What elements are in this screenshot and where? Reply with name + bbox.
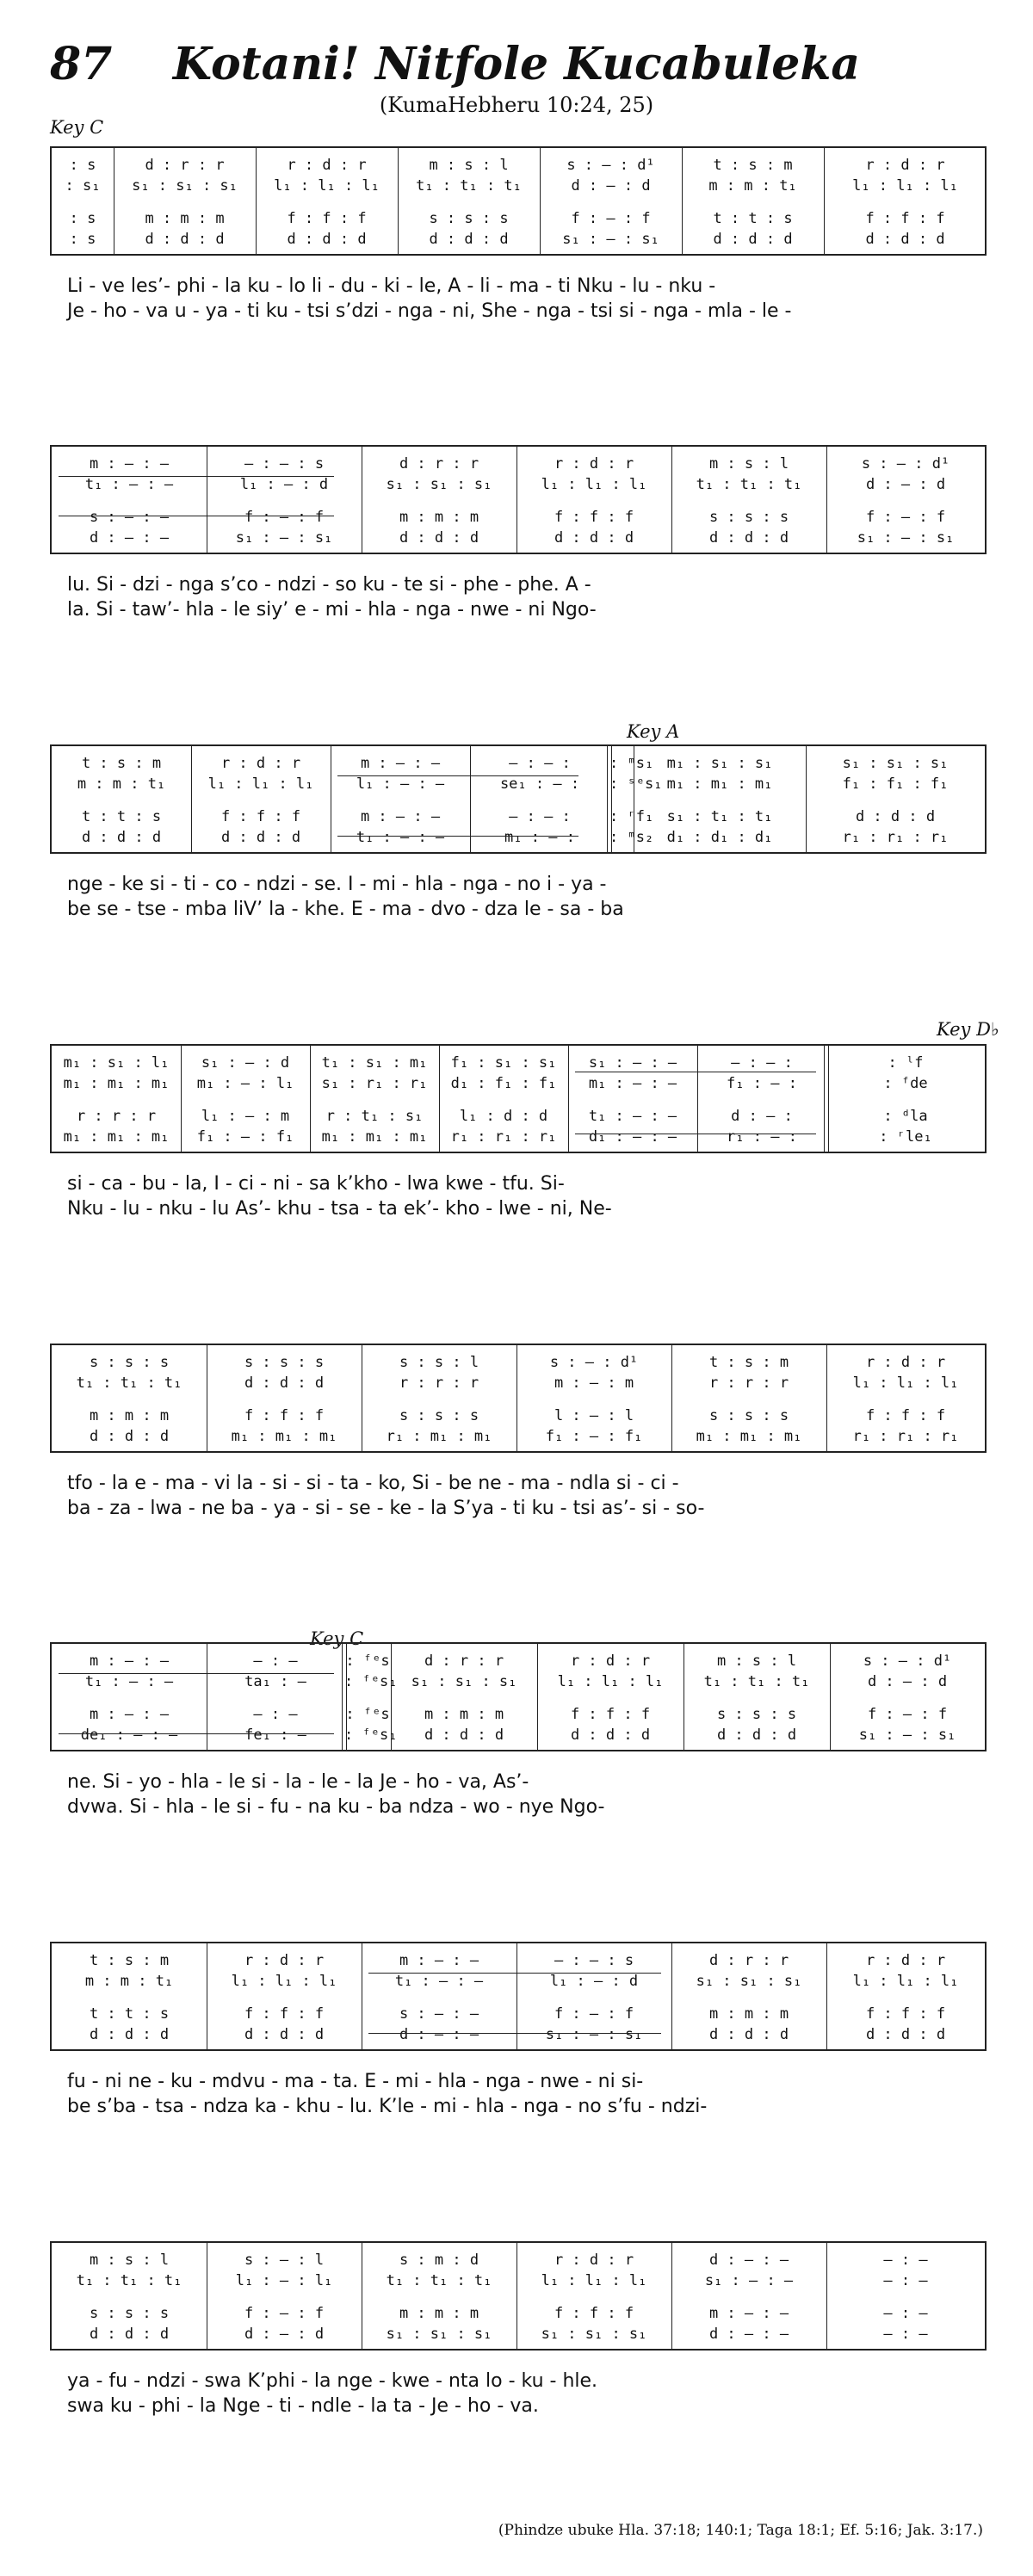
measure-notes: t : s : m (713, 157, 793, 174)
measure-notes: m₁ : s₁ : l₁ (63, 1054, 170, 1072)
measure-notes: t₁ : t₁ : t₁ (696, 476, 802, 493)
measure-notes: s₁ : s₁ : s₁ (411, 1673, 517, 1690)
measure-notes: f₁ : s₁ : s₁ (450, 1054, 557, 1072)
measure-notes: r : d : r (287, 157, 367, 174)
measure-notes: f₁ : f₁ : f₁ (842, 775, 949, 793)
measure-notes: d : d : d (89, 2026, 170, 2043)
measure-notes: m : m : m (399, 509, 479, 526)
measure-notes: d : d : d (81, 829, 162, 846)
measure-notes: f : f : f (865, 2005, 946, 2023)
measure-notes: r : d : r (244, 1952, 325, 1969)
measure-notes: m : — : — (89, 455, 170, 473)
measure-notes: — : — : (731, 1054, 793, 1072)
measure-notes: l : — : l (554, 1407, 634, 1424)
measure-notes: d : d : d (429, 231, 509, 248)
lyric-line: be se - tse - mba liV’ la - khe. E - ma - dvo - dza le - sa - ba (67, 899, 624, 920)
measure-notes: s₁ : s₁ : s₁ (842, 755, 949, 772)
scripture-references: (Phindze ubuke Hla. 37:18; 140:1; Taga 18:1; Ef. 5:16; Jak. 3:17.) (498, 2522, 983, 2539)
measure-notes: d : r : r (145, 157, 225, 174)
measure-notes: : ˡf (888, 1054, 924, 1072)
voice-row (52, 1127, 985, 1147)
measure-notes: t : s : m (89, 1952, 170, 1969)
measure-notes: s : s : s (708, 509, 789, 526)
measure-notes: r₁ : r₁ : r₁ (450, 1128, 557, 1146)
measure-notes: f : — : f (554, 2005, 634, 2023)
lyric-line: ba - za - lwa - ne ba - ya - si - se - ke - la S’ya - ti ku - tsi as’- si - so- (67, 1498, 705, 1519)
measure-notes: d₁ : f₁ : f₁ (450, 1075, 557, 1092)
song-number: 87 (50, 38, 113, 90)
measure-notes: — : — (883, 2272, 928, 2289)
measure-notes: r : d : r (570, 1652, 651, 1670)
measure-notes: f : f : f (244, 2005, 325, 2023)
measure-notes: s₁ : — : s₁ (235, 529, 333, 547)
measure-notes: l₁ : l₁ : l₁ (231, 1973, 337, 1990)
measure-notes: — : — : (509, 755, 571, 772)
measure-notes: s₁ : r₁ : r₁ (321, 1075, 428, 1092)
measure-notes: f : f : f (865, 1407, 946, 1424)
measure-notes: m₁ : — : — (588, 1075, 677, 1092)
measure-notes: m : — : — (360, 808, 441, 825)
measure-notes: s₁ : — : — (588, 1054, 677, 1072)
lyric-line: swa ku - phi - la Nge - ti - ndle - la ta - Je - ho - va. (67, 2395, 539, 2417)
lyric-line: si - ca - bu - la, I - ci - ni - sa k’kho - lwa kwe - tfu. Si- (67, 1173, 565, 1195)
voice-row (52, 528, 985, 548)
measure-notes: s : — : — (399, 2005, 479, 2023)
measure-notes: r₁ : m₁ : m₁ (386, 1428, 492, 1445)
measure-notes: s : s : s (708, 1407, 789, 1424)
measure-notes: m₁ : m₁ : m₁ (63, 1128, 170, 1146)
tie-line (337, 775, 578, 776)
measure-notes: d : d : d (865, 231, 945, 248)
measure-notes: s : — : d¹ (566, 157, 655, 174)
measure-notes: s : s : s (244, 1354, 325, 1371)
voice-row (52, 2250, 985, 2270)
lyric-line: nge - ke si - ti - co - ndzi - se. I - mi - hla - nga - no i - ya - (67, 874, 607, 895)
measure-notes: d : — : — (708, 2252, 789, 2269)
measure-notes: s : — : — (89, 509, 170, 526)
measure-notes: t₁ : t₁ : t₁ (76, 1374, 182, 1392)
measure-notes: r₁ : r₁ : r₁ (842, 829, 949, 846)
measure-notes: d : d : d (145, 231, 225, 248)
measure-notes: s : s : s (89, 2305, 170, 2322)
measure-notes: f₁ : — : f₁ (196, 1128, 294, 1146)
measure-notes: s₁ : s₁ : s₁ (132, 177, 238, 195)
measure-notes: l₁ : — : — (356, 775, 445, 793)
measure-notes: d : — : — (399, 2026, 479, 2043)
measure-notes: m : s : l (429, 157, 509, 174)
measure-notes: d : — : d (865, 476, 946, 493)
measure-notes: f : f : f (554, 2305, 634, 2322)
measure-notes: d : d : d (570, 1727, 651, 1744)
measure-notes: ta₁ : — (244, 1673, 306, 1690)
measure-notes: d : d : d (399, 529, 479, 547)
voice-row (52, 1704, 985, 1725)
measure-notes: : ᶠᵉs (345, 1652, 390, 1670)
measure-notes: r : d : r (865, 157, 945, 174)
measure-notes: — : — : (509, 808, 571, 825)
measure-notes: l₁ : l₁ : l₁ (852, 1374, 959, 1392)
voice-row (52, 474, 985, 495)
lyric-line: ne. Si - yo - hla - le si - la - le - la Je - ho - va, As’- (67, 1771, 529, 1793)
measure-notes: m : — : — (89, 1652, 170, 1670)
measure-notes: l₁ : — : d (549, 1973, 639, 1990)
tie-line (368, 2033, 661, 2034)
voice-row (52, 1405, 985, 1426)
measure-notes: r : d : r (220, 755, 301, 772)
key-signature-c-return: Key C (310, 1628, 364, 1649)
measure-notes: m₁ : m₁ : m₁ (666, 775, 773, 793)
voice-row (52, 1651, 985, 1671)
measure-notes: — : — (883, 2252, 928, 2269)
measure-notes: f : f : f (244, 1407, 325, 1424)
measure-notes: d : r : r (399, 455, 479, 473)
measure-notes: m : — : m (554, 1374, 634, 1392)
measure-notes: s₁ : — : — (704, 2272, 794, 2289)
voice-row (52, 454, 985, 474)
measure-notes: t : t : s (713, 210, 793, 227)
measure-notes: r : t₁ : s₁ (325, 1108, 424, 1125)
song-subtitle: (KumaHebheru 10:24, 25) (379, 93, 654, 117)
measure-notes: : ʳle₁ (879, 1128, 932, 1146)
lyric-line: lu. Si - dzi - nga s’co - ndzi - so ku - te si - phe - phe. A - (67, 574, 591, 596)
measure-notes: d : d : d (244, 1374, 325, 1392)
lyric-line: tfo - la e - ma - vi la - si - si - ta - ko, Si - be ne - ma - ndla si - ci - (67, 1473, 679, 1494)
tie-line (337, 836, 578, 837)
measure-notes: d : d : d (713, 231, 793, 248)
measure-notes: t₁ : s₁ : m₁ (321, 1054, 428, 1072)
measure-notes: : s₁ (65, 177, 101, 195)
lyric-line: fu - ni ne - ku - mdvu - ma - ta. E - mi - hla - nga - nwe - ni si- (67, 2071, 644, 2092)
lyric-line: la. Si - taw’- hla - le siy’ e - mi - hla - nga - nwe - ni Ngo- (67, 599, 597, 621)
measure-notes: d : d : d (244, 2026, 325, 2043)
measure-notes: m₁ : m₁ : m₁ (63, 1075, 170, 1092)
measure-notes: r : d : r (554, 455, 634, 473)
voice-row (52, 2024, 985, 2045)
measure-notes: m : s : l (89, 2252, 170, 2269)
voice-row (52, 208, 985, 229)
voice-row (52, 1971, 985, 1992)
measure-notes: — : — (883, 2326, 928, 2343)
measure-notes: f : f : f (865, 210, 945, 227)
measure-notes: d : — : — (708, 2326, 789, 2343)
measure-notes: d : r : r (708, 1952, 789, 1969)
voice-row (52, 229, 985, 250)
measure-notes: l₁ : — : m (201, 1108, 290, 1125)
lyric-line: Nku - lu - nku - lu As’- khu - tsa - ta ek’- kho - lwe - ni, Ne- (67, 1198, 612, 1220)
measure-notes: l₁ : — : d (239, 476, 329, 493)
measure-notes: l₁ : l₁ : l₁ (541, 2272, 647, 2289)
measure-notes: t₁ : t₁ : t₁ (386, 2272, 492, 2289)
measure-notes: r₁ : — : (727, 1128, 797, 1146)
measure-notes: m : m : m (399, 2305, 479, 2322)
staff-system (50, 2241, 987, 2351)
measure-notes: l₁ : l₁ : l₁ (541, 476, 647, 493)
measure-notes: t₁ : — : — (84, 1673, 174, 1690)
measure-notes: m₁ : s₁ : s₁ (666, 755, 773, 772)
voice-row (52, 806, 985, 827)
measure-notes: s : m : d (399, 2252, 479, 2269)
staff-system (50, 1942, 987, 2051)
measure-notes: f : — : f (865, 509, 946, 526)
measure-notes: m₁ : m₁ : m₁ (231, 1428, 337, 1445)
measure-notes: d : — : d (244, 2326, 325, 2343)
measure-notes: — : — (253, 1706, 298, 1723)
measure-notes: m₁ : — : (504, 829, 575, 846)
measure-notes: r : r : r (399, 1374, 479, 1392)
measure-notes: m : — : — (89, 1706, 170, 1723)
measure-notes: r : d : r (865, 1354, 946, 1371)
measure-notes: d : d : d (708, 2026, 789, 2043)
lyric-line: ya - fu - ndzi - swa K’phi - la nge - kwe - nta lo - ku - hle. (67, 2370, 598, 2392)
measure-notes: d : r : r (424, 1652, 504, 1670)
measure-notes: d : d : d (855, 808, 936, 825)
staff-system (50, 146, 987, 256)
measure-notes: s₁ : s₁ : s₁ (386, 476, 492, 493)
tie-line (59, 476, 334, 477)
measure-notes: s : s : s (399, 1407, 479, 1424)
measure-notes: m₁ : m₁ : m₁ (321, 1128, 428, 1146)
measure-notes: s₁ : s₁ : s₁ (386, 2326, 492, 2343)
measure-notes: d : d : d (287, 231, 367, 248)
measure-notes: d : d : d (424, 1727, 504, 1744)
staff-system (50, 744, 987, 854)
measure-notes: d : d : d (708, 529, 789, 547)
measure-notes: f : f : f (220, 808, 301, 825)
measure-notes: f : — : f (571, 210, 651, 227)
measure-notes: : s (69, 157, 96, 174)
measure-notes: m : m : t₁ (77, 775, 166, 793)
measure-notes: se₁ : — : (499, 775, 580, 793)
tie-line (59, 1733, 334, 1734)
measure-notes: — : — (253, 1652, 298, 1670)
measure-notes: m : m : t₁ (708, 177, 797, 195)
measure-notes: — : — (883, 2305, 928, 2322)
measure-notes: t₁ : t₁ : t₁ (703, 1673, 810, 1690)
lyric-line: Li - ve les’- phi - la ku - lo li - du - ki - le, A - li - ma - ti Nku - lu - nku - (67, 275, 716, 297)
voice-row (52, 827, 985, 848)
measure-notes: m : s : l (716, 1652, 797, 1670)
tie-line (59, 1673, 334, 1674)
measure-notes: r : d : r (865, 1952, 946, 1969)
measure-notes: s₁ : — : d (201, 1054, 290, 1072)
measure-notes: m : — : — (399, 1952, 479, 1969)
measure-notes: s : s : s (89, 1354, 170, 1371)
voice-row (52, 1073, 985, 1094)
measure-notes: : ʳf₁ (609, 808, 654, 825)
key-signature-db: Key D♭ (937, 1019, 999, 1040)
measure-notes: t₁ : — : — (588, 1108, 677, 1125)
measure-notes: : ᵐs₂ (609, 829, 654, 846)
measure-notes: : ᶠᵉs (345, 1706, 390, 1723)
voice-row (52, 1352, 985, 1373)
measure-notes: m : s : l (708, 455, 789, 473)
voice-row (52, 753, 985, 774)
measure-notes: m : — : — (360, 755, 441, 772)
measure-notes: d : — : — (89, 529, 170, 547)
measure-notes: f : f : f (287, 210, 367, 227)
measure-notes: m : m : m (708, 2005, 789, 2023)
measure-notes: t₁ : — : — (84, 476, 174, 493)
measure-notes: l₁ : l₁ : l₁ (274, 177, 380, 195)
lyric-line: be s’ba - tsa - ndza ka - khu - lu. K’le - mi - hla - nga - no s’fu - ndzi- (67, 2096, 708, 2117)
tie-line (368, 1973, 661, 1974)
voice-row (52, 2303, 985, 2324)
measure-notes: f : — : f (867, 1706, 948, 1723)
measure-notes: m : — : — (708, 2305, 789, 2322)
staff-system (50, 1344, 987, 1453)
measure-notes: l₁ : — : l₁ (235, 2272, 333, 2289)
measure-notes: : ᶠᵉs₁ (344, 1673, 398, 1690)
measure-notes: f₁ : — : (727, 1075, 797, 1092)
measure-notes: m : m : m (145, 210, 225, 227)
measure-notes: r : d : r (554, 2252, 634, 2269)
measure-notes: s₁ : — : s₁ (545, 2026, 643, 2043)
measure-notes: m : m : m (424, 1706, 504, 1723)
measure-notes: t₁ : — : — (394, 1973, 484, 1990)
measure-notes: d : — : d (867, 1673, 948, 1690)
staff-system (50, 445, 987, 554)
measure-notes: s₁ : — : s₁ (562, 231, 659, 248)
voice-row (52, 774, 985, 794)
measure-notes: : s (69, 210, 96, 227)
measure-notes: f : f : f (554, 509, 634, 526)
measure-notes: s₁ : s₁ : s₁ (541, 2326, 647, 2343)
measure-notes: d : d : d (865, 2026, 946, 2043)
measure-notes: r : r : r (76, 1108, 157, 1125)
measure-notes: t₁ : t₁ : t₁ (416, 177, 522, 195)
voice-row (52, 1671, 985, 1692)
measure-notes: : ᵐs₁ (609, 755, 654, 772)
voice-row (52, 2324, 985, 2344)
measure-notes: s : — : d¹ (549, 1354, 639, 1371)
measure-notes: t : s : m (708, 1354, 789, 1371)
measure-notes: d : d : d (220, 829, 301, 846)
measure-notes: — : — : s (244, 455, 325, 473)
measure-notes: l₁ : l₁ : l₁ (852, 1973, 959, 1990)
measure-notes: s₁ : s₁ : s₁ (696, 1973, 802, 1990)
voice-row (52, 176, 985, 196)
staff-system (50, 1044, 987, 1153)
measure-notes: t₁ : t₁ : t₁ (76, 2272, 182, 2289)
measure-notes: t₁ : — : — (356, 829, 445, 846)
measure-notes: l₁ : l₁ : l₁ (557, 1673, 664, 1690)
measure-notes: d : — : (731, 1108, 793, 1125)
measure-notes: d₁ : — : — (588, 1128, 677, 1146)
measure-notes: s : — : l (244, 2252, 325, 2269)
measure-notes: r₁ : r₁ : r₁ (852, 1428, 959, 1445)
key-signature-a: Key A (627, 721, 680, 742)
measure-notes: f : f : f (570, 1706, 651, 1723)
measure-notes: : ᶠde (883, 1075, 928, 1092)
voice-row (52, 1053, 985, 1073)
measure-notes: m : m : t₁ (84, 1973, 174, 1990)
measure-notes: l₁ : d : d (459, 1108, 548, 1125)
measure-notes: de₁ : — : — (80, 1727, 178, 1744)
measure-notes: t : t : s (81, 808, 162, 825)
voice-row (52, 2004, 985, 2024)
measure-notes: : s (69, 231, 96, 248)
measure-notes: d₁ : d₁ : d₁ (666, 829, 773, 846)
measure-notes: l₁ : l₁ : l₁ (852, 177, 958, 195)
key-signature-c: Key C (50, 117, 104, 138)
measure-notes: d : d : d (89, 2326, 170, 2343)
measure-notes: d : d : d (554, 529, 634, 547)
lyric-line: Je - ho - va u - ya - ti ku - tsi s’dzi - nga - ni, She - nga - tsi si - nga - mla - le - (67, 300, 792, 322)
measure-notes: : ᶠᵉs₁ (344, 1727, 398, 1744)
measure-notes: s₁ : — : s₁ (857, 529, 955, 547)
song-title: Kotani! Nitfole Kucabuleka (172, 38, 861, 90)
measure-notes: d : d : d (89, 1428, 170, 1445)
voice-row (52, 1725, 985, 1745)
measure-notes: f : — : f (244, 2305, 325, 2322)
measure-notes: d : — : d (571, 177, 651, 195)
voice-row (52, 507, 985, 528)
measure-notes: s : s : l (399, 1354, 479, 1371)
measure-notes: t : t : s (89, 2005, 170, 2023)
measure-notes: s : s : s (429, 210, 509, 227)
measure-notes: t : s : m (81, 755, 162, 772)
measure-notes: f : — : f (244, 509, 325, 526)
voice-row (52, 1106, 985, 1127)
measure-notes: : ᵈla (883, 1108, 928, 1125)
lyric-line: dvwa. Si - hla - le si - fu - na ku - ba ndza - wo - nye Ngo- (67, 1796, 605, 1818)
voice-row (52, 155, 985, 176)
measure-notes: m : m : m (89, 1407, 170, 1424)
measure-notes: : ˢᵉs₁ (609, 775, 663, 793)
measure-notes: s : — : d¹ (861, 455, 950, 473)
voice-row (52, 1426, 985, 1447)
measure-notes: f₁ : — : f₁ (545, 1428, 643, 1445)
measure-notes: s₁ : t₁ : t₁ (666, 808, 773, 825)
voice-row (52, 1373, 985, 1393)
measure-notes: d : d : d (716, 1727, 797, 1744)
measure-notes: r : r : r (708, 1374, 789, 1392)
staff-system (50, 1642, 987, 1751)
measure-notes: l₁ : l₁ : l₁ (207, 775, 314, 793)
measure-notes: s : — : d¹ (863, 1652, 952, 1670)
measure-notes: fe₁ : — (244, 1727, 306, 1744)
measure-notes: m₁ : — : l₁ (196, 1075, 294, 1092)
measure-notes: — : — : s (554, 1952, 634, 1969)
measure-notes: s₁ : — : s₁ (858, 1727, 956, 1744)
voice-row (52, 1950, 985, 1971)
measure-notes: s : s : s (716, 1706, 797, 1723)
measure-notes: m₁ : m₁ : m₁ (696, 1428, 802, 1445)
voice-row (52, 2270, 985, 2291)
